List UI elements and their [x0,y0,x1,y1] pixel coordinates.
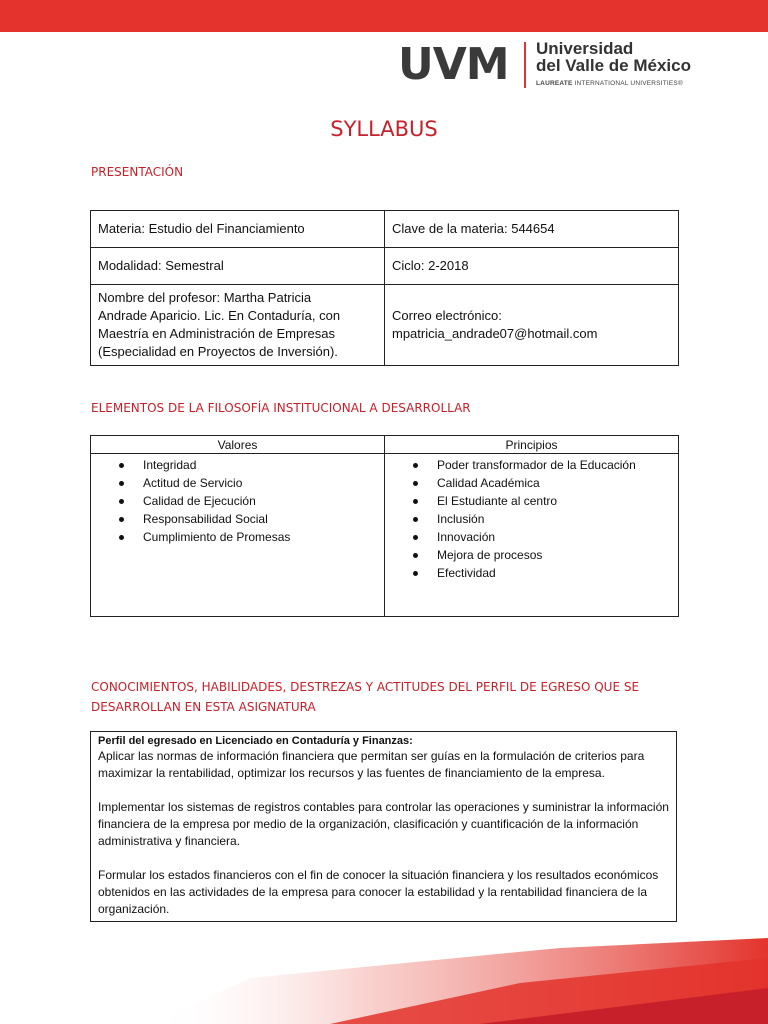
correo-cell [385,285,679,366]
perfil-paragraph: Formular los estados financieros con el fin de conocer la situación financiera y los resultados económicos obtenidos en las actividades de la empresa para conocer la estabilidad y la rentabilidad financiera de la organización. [98,868,659,916]
profesor-line: Maestría en Administración de Empresas [98,326,335,341]
list-item: Innovación [413,528,678,546]
logo-name-line1: Universidad [536,39,634,58]
list-item: Cumplimiento de Promesas [119,528,384,546]
principios-header: Principios [385,436,679,454]
page-title: SYLLABUS [330,117,438,141]
profesor-line: Nombre del profesor: Martha Patricia [98,290,312,305]
perfil-box [90,731,677,922]
perfil-paragraph: Implementar los sistemas de registros contables para controlar las operaciones y suministrar la información financiera de la empresa por medio de la organización, clasificación y cuantificación de la información administrativa y financiera. [98,800,669,848]
clave-cell: Clave de la materia: 544654 [385,211,679,248]
list-item: El Estudiante al centro [413,492,678,510]
uvm-logo [398,40,698,92]
list-item: Efectividad [413,564,678,582]
table-row [91,454,679,617]
ciclo-cell: Ciclo: 2-2018 [385,248,679,285]
logo-divider [524,42,526,88]
filosofia-table [90,435,679,617]
valores-cell [91,454,385,617]
correo-label: Correo electrónico: [392,308,502,323]
perfil-paragraph: Aplicar las normas de información financiera que permitan ser guías en la formulación de criterios para maximizar la rentabilidad, optimizar los recursos y las fuentes de financiamiento de la empresa. [98,749,645,780]
valores-header: Valores [91,436,385,454]
perfil-title: Perfil del egresado en Licenciado en Contaduría y Finanzas: [98,735,413,747]
profesor-line: (Especialidad en Proyectos de Inversión). [98,344,338,359]
list-item: Inclusión [413,510,678,528]
list-item: Calidad de Ejecución [119,492,384,510]
table-row [91,248,679,285]
profesor-line: Andrade Aparicio. Lic. En Contaduría, con [98,308,341,323]
principios-cell [385,454,679,617]
principios-list [385,456,678,582]
list-item: Poder transformador de la Educación [413,456,678,474]
list-item: Responsabilidad Social [119,510,384,528]
materia-cell: Materia: Estudio del Financiamiento [91,211,385,248]
logo-network [536,80,683,87]
list-item: Actitud de Servicio [119,474,384,492]
perfil-heading [91,677,639,717]
table-header-row [91,436,679,454]
logo-network-brand: LAUREATE [536,80,573,87]
modalidad-cell: Modalidad: Semestral [91,248,385,285]
filosofia-heading: ELEMENTOS DE LA FILOSOFÍA INSTITUCIONAL A DESARROLLAR [91,401,471,415]
perfil-heading-line: DESARROLLAN EN ESTA ASIGNATURA [91,700,316,714]
list-item: Mejora de procesos [413,546,678,564]
list-item: Integridad [119,456,384,474]
bottom-red-decoration [0,938,768,1024]
table-row [91,285,679,366]
correo-value[interactable]: mpatricia_andrade07@hotmail.com [392,326,598,341]
logo-network-rest: INTERNATIONAL UNIVERSITIES® [574,80,683,87]
list-item: Calidad Académica [413,474,678,492]
profesor-cell [91,285,385,366]
valores-list [91,456,384,546]
course-info-table [90,210,679,366]
table-row [91,211,679,248]
presentacion-heading: PRESENTACIÓN [91,165,184,179]
top-red-band [0,0,768,32]
logo-name-line2: del Valle de México [536,56,691,75]
perfil-heading-line: CONOCIMIENTOS, HABILIDADES, DESTREZAS Y ACTITUDES DEL PERFIL DE EGRESO QUE SE [91,680,640,694]
logo-uvm-text: UVM [398,39,509,90]
